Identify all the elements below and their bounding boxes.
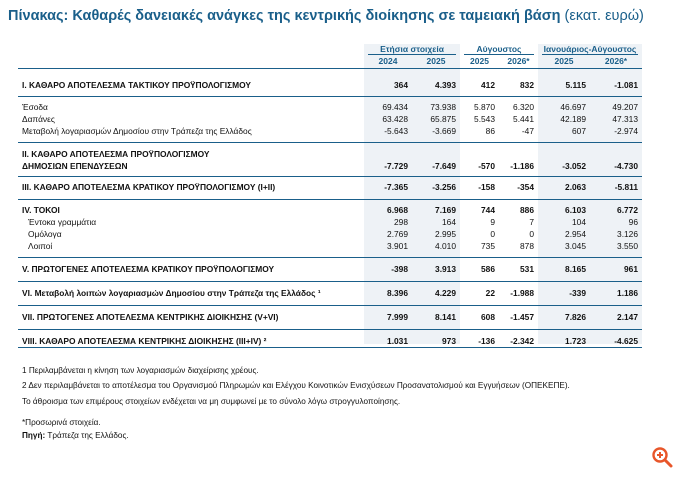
header-year: 2026* xyxy=(507,56,530,66)
row-value: 4.393 xyxy=(435,80,456,90)
row-value: 607 xyxy=(572,126,586,136)
table-bottom-rule xyxy=(18,347,642,348)
row-value: -339 xyxy=(569,288,586,298)
row-value: 1.723 xyxy=(565,336,586,346)
table-row xyxy=(18,161,642,173)
row-value: 608 xyxy=(481,312,495,322)
row-value: -5.811 xyxy=(614,182,638,192)
row-value: 2.147 xyxy=(617,312,638,322)
row-label: Ομόλογα xyxy=(28,229,62,239)
row-label: Μεταβολή λογαριασμών Δημοσίου στην Τράπεζα της Ελλάδος xyxy=(22,126,252,136)
table-row xyxy=(18,241,642,253)
header-group-august: Αύγουστος xyxy=(476,44,522,54)
row-value: 8.396 xyxy=(387,288,408,298)
row-divider xyxy=(18,176,642,177)
row-value: 4.010 xyxy=(435,241,456,251)
page-title: Πίνακας: Καθαρές δανειακές ανάγκες της κεντρικής διοίκησης σε ταμειακή βάση (εκατ. ευρώ) xyxy=(8,8,644,24)
row-value: 3.901 xyxy=(387,241,408,251)
footnote-1: 1 Περιλαμβάνεται η κίνηση των λογαριασμών διαχείρισης χρέους. xyxy=(22,366,259,375)
row-label: III. ΚΑΘΑΡΟ ΑΠΟΤΕΛΕΣΜΑ ΚΡΑΤΙΚΟΥ ΠΡΟΫΠΟΛΟΓΙΣΜΟΥ (I+II) xyxy=(22,182,276,192)
row-value: 0 xyxy=(529,229,534,239)
row-divider xyxy=(18,199,642,200)
row-value: 3.045 xyxy=(565,241,586,251)
row-value: 164 xyxy=(442,217,456,227)
table-row xyxy=(18,114,642,126)
table-row xyxy=(18,126,642,138)
row-value: 878 xyxy=(520,241,534,251)
source-line xyxy=(22,431,129,440)
row-value: -354 xyxy=(517,182,534,192)
row-value: 49.207 xyxy=(612,102,638,112)
row-label: VI. Μεταβολή λοιπών λογαριασμών Δημοσίου στην Τράπεζα της Ελλάδος ¹ xyxy=(22,288,321,298)
row-value: 961 xyxy=(624,264,638,274)
row-value: 5.115 xyxy=(565,80,586,90)
row-label: VII. ΠΡΩΤΟΓΕΝΕΣ ΑΠΟΤΕΛΕΣΜΑ ΚΕΝΤΡΙΚΗΣ ΔΙΟΙΚΗΣΗΣ (V+VI) xyxy=(22,312,279,322)
row-value: 9 xyxy=(490,217,495,227)
table-row xyxy=(18,182,642,194)
row-value: 86 xyxy=(485,126,495,136)
source-text: Τράπεζα της Ελλάδος. xyxy=(47,431,129,440)
row-value: 886 xyxy=(520,205,534,215)
row-value: -1.186 xyxy=(510,161,534,171)
unit-label: (εκατ. ευρώ) xyxy=(564,8,644,24)
header-year: 2025 xyxy=(426,56,446,66)
header-year: 2024 xyxy=(378,56,398,66)
table-row xyxy=(18,288,642,300)
row-value: 96 xyxy=(628,217,638,227)
row-label: II. ΚΑΘΑΡΟ ΑΠΟΤΕΛΕΣΜΑ ΠΡΟΫΠΟΛΟΓΙΣΜΟΥ xyxy=(22,149,210,159)
row-divider xyxy=(18,305,642,306)
row-value: 8.165 xyxy=(565,264,586,274)
row-value: 63.428 xyxy=(382,114,408,124)
row-value: 2.995 xyxy=(435,229,456,239)
row-value: 412 xyxy=(481,80,495,90)
row-value: 42.189 xyxy=(560,114,586,124)
row-value: -47 xyxy=(521,126,534,136)
row-label: Δαπάνες xyxy=(22,114,55,124)
row-value: 8.141 xyxy=(435,312,456,322)
row-divider xyxy=(18,281,642,282)
row-value: 5.441 xyxy=(513,114,534,124)
row-label: I. ΚΑΘΑΡΟ ΑΠΟΤΕΛΕΣΜΑ ΤΑΚΤΙΚΟΥ ΠΡΟΫΠΟΛΟΓΙΣΜΟΥ xyxy=(22,80,251,90)
provisional-note: *Προσωρινά στοιχεία. xyxy=(22,418,101,427)
row-value: -158 xyxy=(478,182,495,192)
row-value: 2.769 xyxy=(387,229,408,239)
row-value: -3.256 xyxy=(432,182,456,192)
row-value: 3.550 xyxy=(617,241,638,251)
row-label: VIII. ΚΑΘΑΡΟ ΑΠΟΤΕΛΕΣΜΑ ΚΕΝΤΡΙΚΗΣ ΔΙΟΙΚΗΣΗΣ (III+IV) ² xyxy=(22,336,267,346)
source-label: Πηγή: xyxy=(22,431,46,440)
row-value: 104 xyxy=(572,217,586,227)
row-value: -3.669 xyxy=(432,126,456,136)
header-group-annual: Ετήσια στοιχεία xyxy=(380,44,444,54)
row-value: 73.938 xyxy=(430,102,456,112)
table-row xyxy=(18,312,642,324)
row-divider xyxy=(18,329,642,330)
row-value: 973 xyxy=(442,336,456,346)
row-label: Έσοδα xyxy=(22,102,48,112)
row-divider xyxy=(18,142,642,143)
header-year: 2025 xyxy=(470,56,489,66)
row-value: 531 xyxy=(520,264,534,274)
row-value: -4.730 xyxy=(614,161,638,171)
row-label: Λοιποί xyxy=(28,241,53,251)
row-value: 6.968 xyxy=(387,205,408,215)
header-year: 2026* xyxy=(604,56,628,66)
row-value: -3.052 xyxy=(562,161,586,171)
row-value: -4.625 xyxy=(614,336,638,346)
row-value: -136 xyxy=(478,336,495,346)
row-value: -7.365 xyxy=(384,182,408,192)
row-value: -7.649 xyxy=(432,161,456,171)
row-value: 5.870 xyxy=(474,102,495,112)
row-value: -570 xyxy=(478,161,495,171)
table-row xyxy=(18,264,642,276)
row-value: 3.126 xyxy=(617,229,638,239)
footnote-rounding: Το άθροισμα των επιμέρους στοιχείων ενδέχεται να μη συμφωνεί με το σύνολο λόγω στρογγυλοποίησης. xyxy=(22,397,401,406)
header-year: 2025 xyxy=(554,56,574,66)
row-value: 1.031 xyxy=(387,336,408,346)
footnote-2: 2 Δεν περιλαμβάνεται το αποτέλεσμα του Οργανισμού Πληρωμών και Ελέγχου Κοινοτικών Ενισχύσεων Προσανατολισμού και Εγγυήσεων (ΟΠΕΚΕΠΕ). xyxy=(22,381,570,390)
table-row xyxy=(18,149,642,161)
row-label: Έντοκα γραμμάτια xyxy=(28,217,97,227)
row-value: -2.342 xyxy=(510,336,534,346)
row-value: 22 xyxy=(485,288,495,298)
row-divider xyxy=(18,96,642,97)
row-value: 298 xyxy=(394,217,408,227)
table-row xyxy=(18,205,642,217)
table-row xyxy=(18,217,642,229)
row-value: 735 xyxy=(481,241,495,251)
row-value: 364 xyxy=(394,80,408,90)
row-value: -1.988 xyxy=(510,288,534,298)
row-label: V. ΠΡΩΤΟΓΕΝΕΣ ΑΠΟΤΕΛΕΣΜΑ ΚΡΑΤΙΚΟΥ ΠΡΟΫΠΟΛΟΓΙΣΜΟΥ xyxy=(22,264,275,274)
row-value: -7.729 xyxy=(384,161,408,171)
row-value: -1.457 xyxy=(510,312,534,322)
row-label: IV. ΤΟΚΟΙ xyxy=(22,205,60,215)
row-value: -1.081 xyxy=(614,80,638,90)
row-value: 832 xyxy=(520,80,534,90)
header-divider xyxy=(18,68,642,69)
row-value: 5.543 xyxy=(474,114,495,124)
row-value: -2.974 xyxy=(614,126,638,136)
table-row xyxy=(18,102,642,114)
row-value: 7.826 xyxy=(565,312,586,322)
zoom-in-icon[interactable] xyxy=(650,445,674,469)
row-value: 0 xyxy=(490,229,495,239)
row-label: ΔΗΜΟΣΙΩΝ ΕΠΕΝΔΥΣΕΩΝ xyxy=(22,161,128,171)
row-value: 1.186 xyxy=(617,288,638,298)
table-row xyxy=(18,229,642,241)
header-group-jan-aug: Ιανουάριος-Αύγουστος xyxy=(543,44,637,54)
row-value: -5.643 xyxy=(384,126,408,136)
row-value: 3.913 xyxy=(435,264,456,274)
row-value: -398 xyxy=(391,264,408,274)
row-value: 46.697 xyxy=(560,102,586,112)
row-value: 69.434 xyxy=(382,102,408,112)
row-value: 47.313 xyxy=(612,114,638,124)
row-value: 4.229 xyxy=(435,288,456,298)
row-value: 6.320 xyxy=(513,102,534,112)
row-value: 586 xyxy=(481,264,495,274)
row-value: 65.875 xyxy=(430,114,456,124)
row-value: 7.999 xyxy=(387,312,408,322)
row-value: 7.169 xyxy=(435,205,456,215)
row-value: 744 xyxy=(481,205,495,215)
table-row xyxy=(18,80,642,92)
row-value: 7 xyxy=(529,217,534,227)
row-value: 6.103 xyxy=(565,205,586,215)
row-value: 2.063 xyxy=(565,182,586,192)
row-divider xyxy=(18,257,642,258)
row-value: 2.954 xyxy=(565,229,586,239)
row-value: 6.772 xyxy=(617,205,638,215)
